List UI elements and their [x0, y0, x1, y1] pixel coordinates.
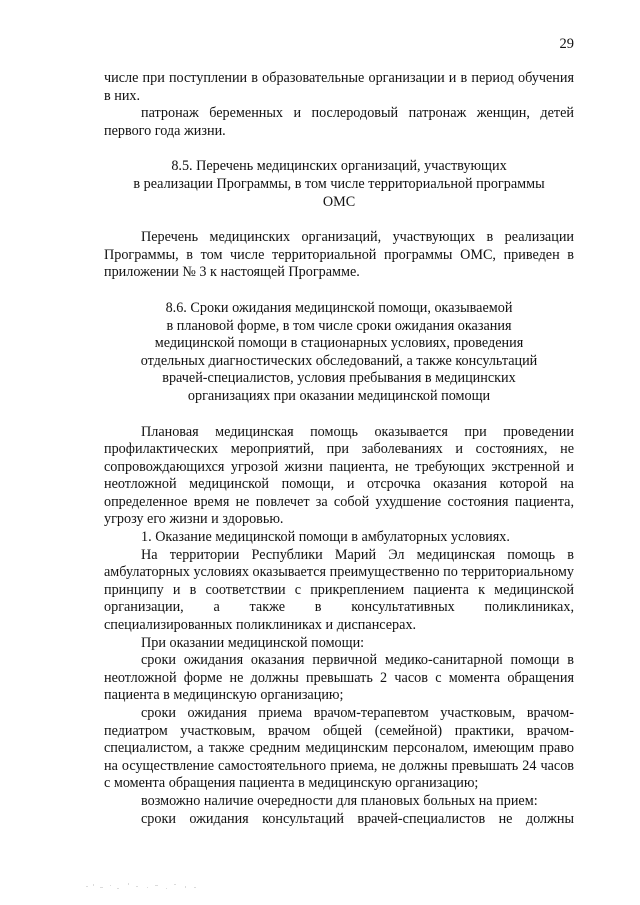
paragraph-specialist-consultations: сроки ожидания консультаций врачей-специалистов не должны	[141, 810, 574, 827]
paragraph-territory: На территории Республики Марий Эл медицинская помощь в амбулаторных условиях оказывается преимущественно по территориальному принципу и в соответствии с прикреплением пациента к медицинской организации, а также в консультативных поликлиниках, специализированных поликлиниках и диспансерах.	[104, 546, 574, 634]
paragraph-when-providing: При оказании медицинской помощи:	[141, 634, 365, 651]
section-heading-8-6-line-3: медицинской помощи в стационарных условиях, проведения	[154, 335, 524, 352]
section-heading-8-6-line-4: отдельных диагностических обследований, а также консультаций	[140, 352, 538, 369]
section-heading-8-6-line-6: организациях при оказании медицинской помощи	[187, 387, 491, 404]
paragraph-organizations-list: Перечень медицинских организаций, участвующих в реализации Программы, в том числе территориальной программы ОМС, приведен в приложении № 3 к настоящей Программе.	[104, 229, 574, 281]
scan-noise-marks	[84, 876, 204, 894]
paragraph-continuation: числе при поступлении в образовательные организации и в период обучения в них.	[104, 70, 574, 104]
paragraph-queue: возможно наличие очередности для плановых больных на прием:	[141, 792, 538, 809]
section-heading-8-6-line-5: врачей-специалистов, условия пребывания в медицинских	[162, 370, 516, 387]
section-heading-8-5-line-3: ОМС	[322, 193, 356, 210]
paragraph-appointment-waiting: сроки ожидания приема врачом-терапевтом участковым, врачом-педиатром участковым, врачом общей (семейной) практики, врачом-специалистом, а также средним медицинским персоналом, имеющим право на осуществление самостоятельного приема, не должны превышать 24 часов с момента обращения пациента в медицинскую организацию;	[104, 705, 574, 792]
page-content	[104, 70, 574, 828]
section-heading-8-5-line-2: в реализации Программы, в том числе территориальной программы	[133, 175, 545, 192]
page-number: 29	[559, 36, 574, 52]
paragraph-outpatient-item: 1. Оказание медицинской помощи в амбулаторных условиях.	[141, 529, 510, 546]
section-heading-8-5-line-1: 8.5. Перечень медицинских организаций, участвующих	[171, 158, 507, 175]
paragraph-planned-care: Плановая медицинская помощь оказывается при проведении профилактических мероприятий, при заболеваниях и состояниях, не сопровождающихся угрозой жизни пациента, не требующих экстренной и неотложной медицинской помощи, и отсрочка оказания которой на определенное время не повлечет за собой ухудшение состояния пациента, угрозу его жизни и здоровью.	[104, 423, 574, 528]
paragraph-patronage: патронаж беременных и послеродовый патронаж женщин, детей первого года жизни.	[104, 105, 574, 139]
paragraph-urgent-waiting: сроки ожидания оказания первичной медико-санитарной помощи в неотложной форме не должны превышать 2 часов с момента обращения пациента в медицинскую организацию;	[104, 652, 574, 704]
section-heading-8-6-line-2: в плановой форме, в том числе сроки ожидания оказания	[166, 317, 512, 334]
section-heading-8-6-line-1: 8.6. Сроки ожидания медицинской помощи, оказываемой	[165, 299, 513, 316]
